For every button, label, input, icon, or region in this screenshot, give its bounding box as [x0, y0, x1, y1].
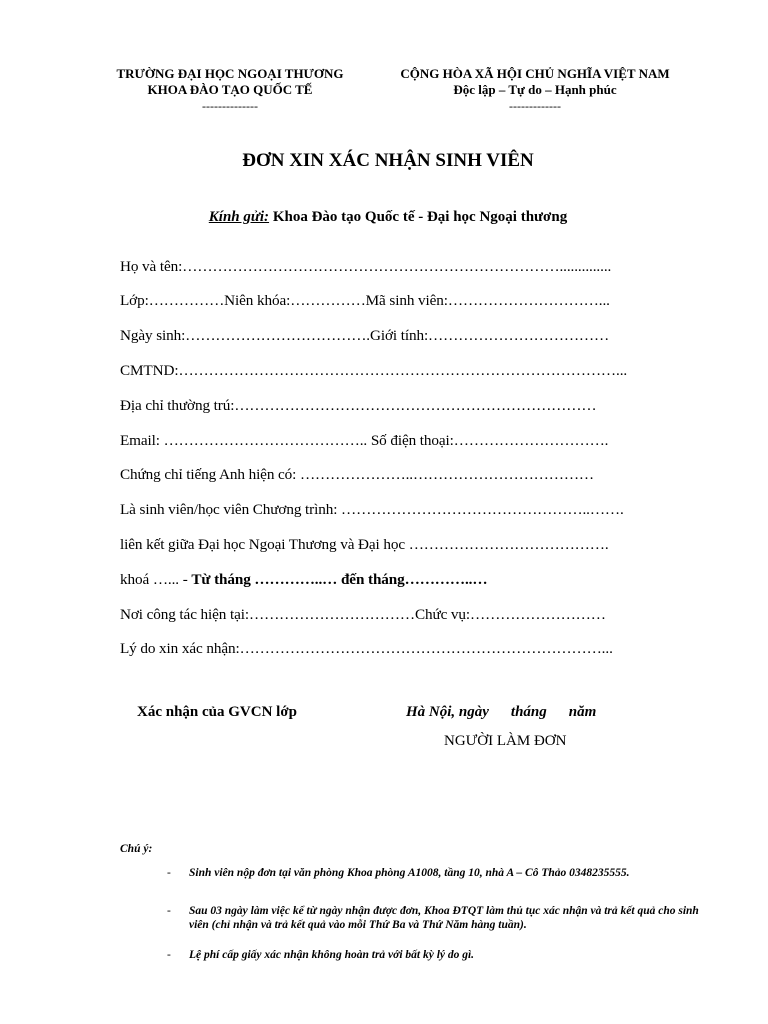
note-text: Sinh viên nộp đơn tại văn phòng Khoa phòng A1008, tầng 10, nhà A – Cô Thảo 0348235555. — [189, 867, 630, 879]
recipient-value: Khoa Đào tạo Quốc tế - Đại học Ngoại thương — [269, 209, 568, 225]
field-course-period[interactable] — [120, 571, 487, 589]
header-left-divider: -------------- — [202, 99, 258, 113]
field-birthdate-gender[interactable]: Ngày sinh:……………………………….Giới tính:……………………………… — [120, 327, 610, 344]
university-name: TRƯỜNG ĐẠI HỌC NGOẠI THƯƠNG — [116, 66, 344, 81]
recipient-line — [0, 209, 768, 226]
note-bullet: - — [167, 905, 171, 917]
course-prefix: khoá …... - — [120, 571, 192, 588]
field-english-certificate[interactable]: Chứng chỉ tiếng Anh hiện có: …………………..……………………………… — [120, 466, 595, 483]
note-item — [167, 904, 702, 932]
place-date-label: Hà Nội, ngày — [406, 704, 489, 720]
note-item — [167, 948, 702, 962]
field-workplace-position[interactable]: Nơi công tác hiện tại:……………………………Chức vụ:……………………… — [120, 606, 606, 623]
field-reason[interactable]: Lý do xin xác nhận:………………………………………………………………... — [120, 640, 613, 657]
field-full-name[interactable]: Họ và tên:………………………………………………………………….............. — [120, 258, 612, 275]
university-header — [90, 66, 370, 114]
country-name: CỘNG HÒA XÃ HỘI CHỦ NGHĨA VIỆT NAM — [400, 66, 670, 81]
year-label: năm — [568, 704, 597, 720]
header-right-divider: ------------- — [509, 99, 561, 113]
note-item — [167, 866, 702, 880]
field-id-card[interactable]: CMTND:……………………………………………………………………………... — [120, 362, 628, 379]
notes-heading: Chú ý: — [120, 843, 153, 855]
field-partner-university[interactable]: liên kết giữa Đại học Ngoại Thương và Đại học …………………………………. — [120, 536, 609, 553]
national-motto: Độc lập – Tự do – Hạnh phúc — [453, 82, 617, 97]
teacher-confirmation-label: Xác nhận của GVCN lớp — [137, 704, 297, 720]
field-permanent-address[interactable]: Địa chỉ thường trú:……………………………………………………………… — [120, 397, 597, 414]
field-program[interactable]: Là sinh viên/học viên Chương trình: …………………………………………..……. — [120, 501, 624, 518]
note-text: Lệ phí cấp giấy xác nhận không hoàn trả với bất kỳ lý do gì. — [189, 949, 475, 961]
course-period-range: Từ tháng …………..… đến tháng…………..… — [191, 571, 488, 588]
applicant-label: NGƯỜI LÀM ĐƠN — [444, 733, 567, 749]
faculty-name: KHOA ĐÀO TẠO QUỐC TẾ — [147, 82, 313, 97]
place-date-line — [406, 704, 596, 721]
field-class-year-student-id[interactable]: Lớp:……………Niên khóa:……………Mã sinh viên:…………………………... — [120, 292, 610, 309]
note-bullet: - — [167, 949, 171, 961]
note-text: Sau 03 ngày làm việc kể từ ngày nhận được đơn, Khoa ĐTQT làm thủ tục xác nhận và trả kết quả cho sinh viên (chỉ nhận và trả kết quả vào mỗi Thứ Ba và Thứ Năm hàng tuần). — [189, 905, 699, 931]
national-header — [380, 66, 690, 114]
field-email-phone[interactable]: Email: ………………………………….. Số điện thoại:…………………………. — [120, 432, 609, 449]
note-bullet: - — [167, 867, 171, 879]
month-label: tháng — [510, 704, 547, 720]
recipient-label: Kính gửi: — [208, 209, 270, 225]
document-title: ĐƠN XIN XÁC NHẬN SINH VIÊN — [242, 150, 534, 171]
